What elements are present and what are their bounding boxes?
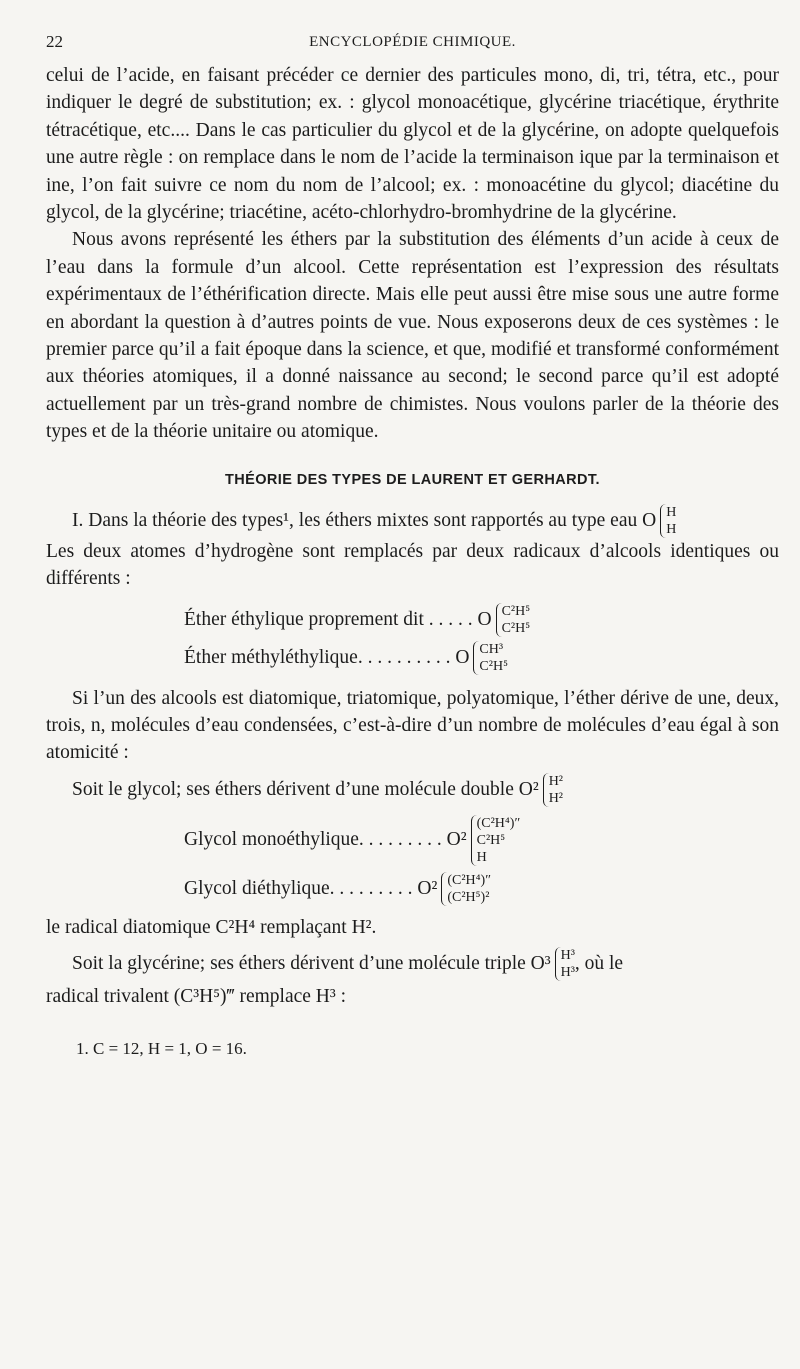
glycerine-brace (555, 947, 575, 981)
glycol-mono-r1: (C²H⁴)″ (476, 815, 521, 831)
type-eau-brace (660, 504, 676, 538)
ether-methylethylique-r2: C²H⁵ (479, 658, 508, 674)
glycol-r2: H² (548, 790, 563, 806)
page-number: 22 (46, 32, 63, 51)
glycerine-tail: , où le (574, 953, 624, 975)
paragraph-5: le radical diatomique C²H⁴ remplaçant H². (46, 916, 377, 938)
glycol-di-label: Glycol diéthylique. . . . . . . . . O² (184, 877, 438, 899)
glycerine-row (72, 947, 779, 981)
glycol-mono-r3: H (476, 849, 487, 865)
glycerine-r1: H³ (560, 948, 575, 964)
glycol-di-r2: (C²H⁵)² (447, 889, 490, 905)
paragraph-1: celui de l’acide, en faisant précéder ce dernier des particules mono, di, tri, tétra, etc., pour indiquer le degré de substitution; ex. : glycol monoacétique, glycérine triacétique, érythrite tétracétique, etc.... Dans le cas particulier du glycol et de la glycérine, on adopte quelquefois une autre règle : on remplace dans le nom de l’acide la terminaison ique par la terminaison et ine, l’on fait suivre ce nom du nom de l’alcool; ex. : monoacétine du glycol; diacétine du glycol, de la glycérine; triacétine, acéto-chlorhydro-bromhydrine de la glycérine. (46, 65, 779, 224)
type-eau-text: I. Dans la théorie des types¹, les éthers mixtes sont rapportés au type eau O (72, 509, 657, 531)
glycol-label: Soit le glycol; ses éthers dérivent d’une molécule double O² (72, 778, 539, 800)
running-title: ENCYCLOPÉDIE CHIMIQUE. (309, 34, 516, 50)
glycol-di-row (184, 872, 779, 906)
page (46, 28, 779, 1062)
ether-methylethylique-label: Éther méthyléthylique. . . . . . . . . . O (184, 646, 470, 668)
paragraph-3: Les deux atomes d’hydrogène sont remplacés par deux radicaux d’alcools identiques ou différents : (46, 540, 779, 590)
glycol-di-r1: (C²H⁴)″ (447, 872, 492, 888)
paragraph-4: Si l’un des alcools est diatomique, triatomique, polyatomique, l’éther dérive de une, deux, trois, n, molécules d’eau condensées, c’est-à-dire d’un nombre de molécules d’eau égal à son atomicité : (46, 687, 779, 764)
ether-ethylique-r1: C²H⁵ (501, 603, 531, 619)
footnote: 1. C = 12, H = 1, O = 16. (76, 1038, 247, 1058)
ether-ethylique-label: Éther éthylique proprement dit . . . . . O (184, 608, 492, 630)
section-title: THÉORIE DES TYPES DE LAURENT ET GERHARDT. (225, 471, 600, 488)
paragraph-6: radical trivalent (C³H⁵)‴ remplace H³ : (46, 986, 347, 1008)
page-header (46, 28, 779, 62)
ether-methylethylique-r1: CH³ (479, 641, 504, 657)
glycol-mono-r2: C²H⁵ (476, 832, 506, 848)
glycerine-label: Soit la glycérine; ses éthers dérivent d’une molécule triple O³ (72, 953, 551, 975)
paragraph-2: Nous avons représenté les éthers par la substitution des éléments d’un acide à ceux de l’eau dans la formule d’un alcool. Cette représentation est l’expression des résultats expérimentaux de l’éthérification directe. Mais elle peut aussi être mise sous une autre forme en abordant la question à d’autres points de vue. Nous exposerons deux de ces systèmes : le premier parce qu’il a fait époque dans la science, et que, modifié et transformé conformément aux théories atomiques, il a donné naissance au second; le second parce qu’il est adopté actuellement par un très-grand nombre de chimistes. Nous voulons parler de la théorie des types et de la théorie unitaire ou atomique. (46, 229, 779, 443)
ether-ethylique-row (184, 603, 779, 637)
glycol-row (72, 773, 779, 807)
glycol-brace (543, 773, 563, 807)
ether-ethylique-r2: C²H⁵ (501, 620, 531, 636)
glycol-di-brace (441, 872, 491, 906)
type-eau-h2: H (666, 521, 677, 537)
ether-methylethylique-row (184, 641, 779, 675)
glycol-mono-label: Glycol monoéthylique. . . . . . . . . O² (184, 829, 467, 851)
type-eau-h1: H (666, 504, 677, 520)
glycol-mono-brace (471, 815, 521, 866)
ether-ethylique-brace (496, 603, 531, 637)
ether-methylethylique-brace (473, 641, 508, 675)
type-eau-line (72, 504, 779, 538)
glycol-mono-row (184, 815, 779, 866)
glycol-r1: H² (548, 773, 563, 789)
glycerine-r2: H³ (560, 965, 575, 981)
